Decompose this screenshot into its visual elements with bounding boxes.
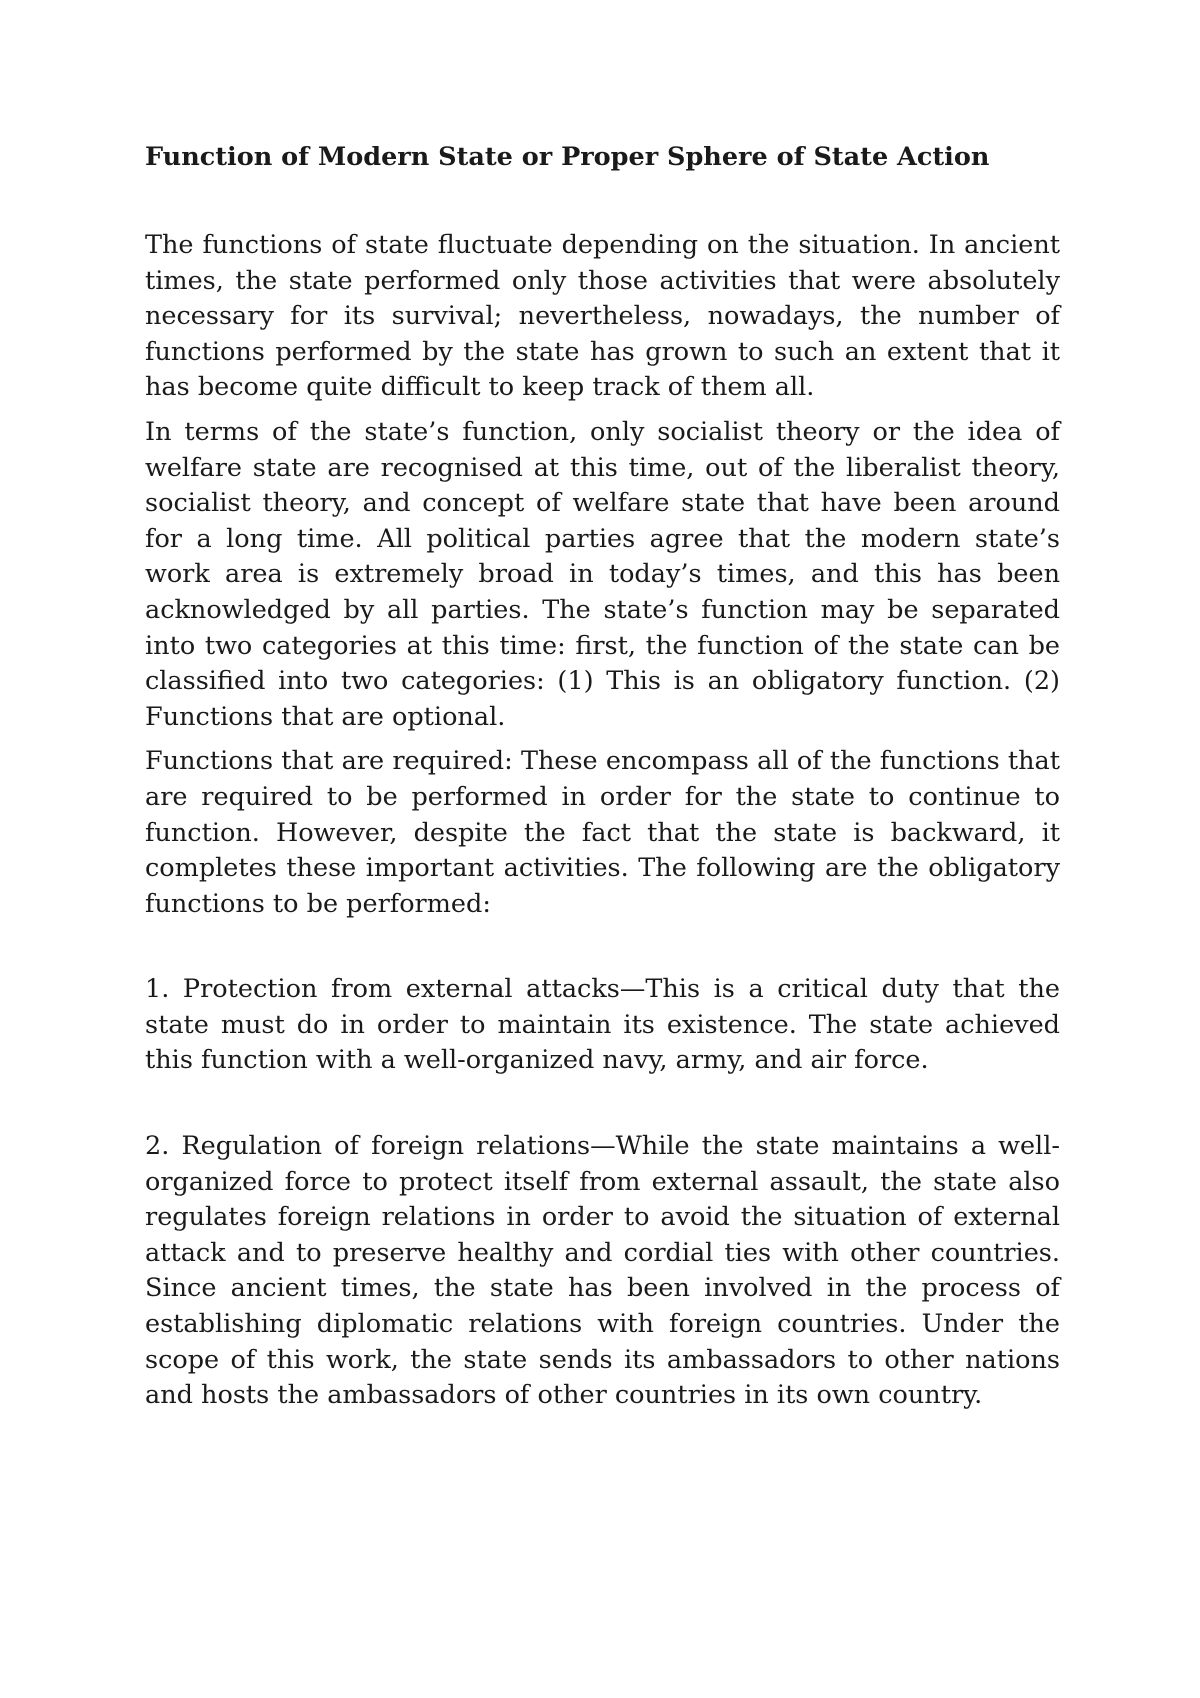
paragraph-state-function: In terms of the state’s function, only socialist theory or the idea of welfare state are recognised at this time, out of the liberalist theory, socialist theory, and concept of welfare state that have been around for a long time. All political parties agree that the modern state’s work area is extremely broad in today’s times, and this has been acknowledged by all parties. The state’s function may be separated into two categories at this time: first, the function of the state can be classified into two categories: (1) This is an obligatory function. (2) Functions that are optional. — [145, 416, 1060, 732]
document-page — [145, 140, 1060, 1464]
document-title: Function of Modern State or Proper Sphere of State Action — [145, 142, 990, 172]
list-item-protection: 1. Protection from external attacks—This is a critical duty that the state must do in order to maintain its existence. The state achieved this function with a well-organized navy, army, and air force. — [145, 974, 1060, 1076]
paragraph-intro: The functions of state fluctuate depending on the situation. In ancient times, the state performed only those activities that were absolutely necessary for its survival; nevertheless, nowadays, the number of functions performed by the state has grown to such an extent that it has become quite difficult to keep track of them all. — [145, 230, 1060, 403]
list-item-foreign-relations: 2. Regulation of foreign relations—While the state maintains a well-organized force to protect itself from external assault, the state also regulates foreign relations in order to avoid the situation of external attack and to preserve healthy and cordial ties with other countries. Since ancient times, the state has been involved in the process of establishing diplomatic relations with foreign countries. Under the scope of this work, the state sends its ambassadors to other nations and hosts the ambassadors of other countries in its own country. — [145, 1131, 1060, 1411]
paragraph-required-functions: Functions that are required: These encompass all of the functions that are required to be performed in order for the state to continue to function. However, despite the fact that the state is backward, it completes these important activities. The following are the obligatory functions to be performed: — [145, 746, 1060, 919]
